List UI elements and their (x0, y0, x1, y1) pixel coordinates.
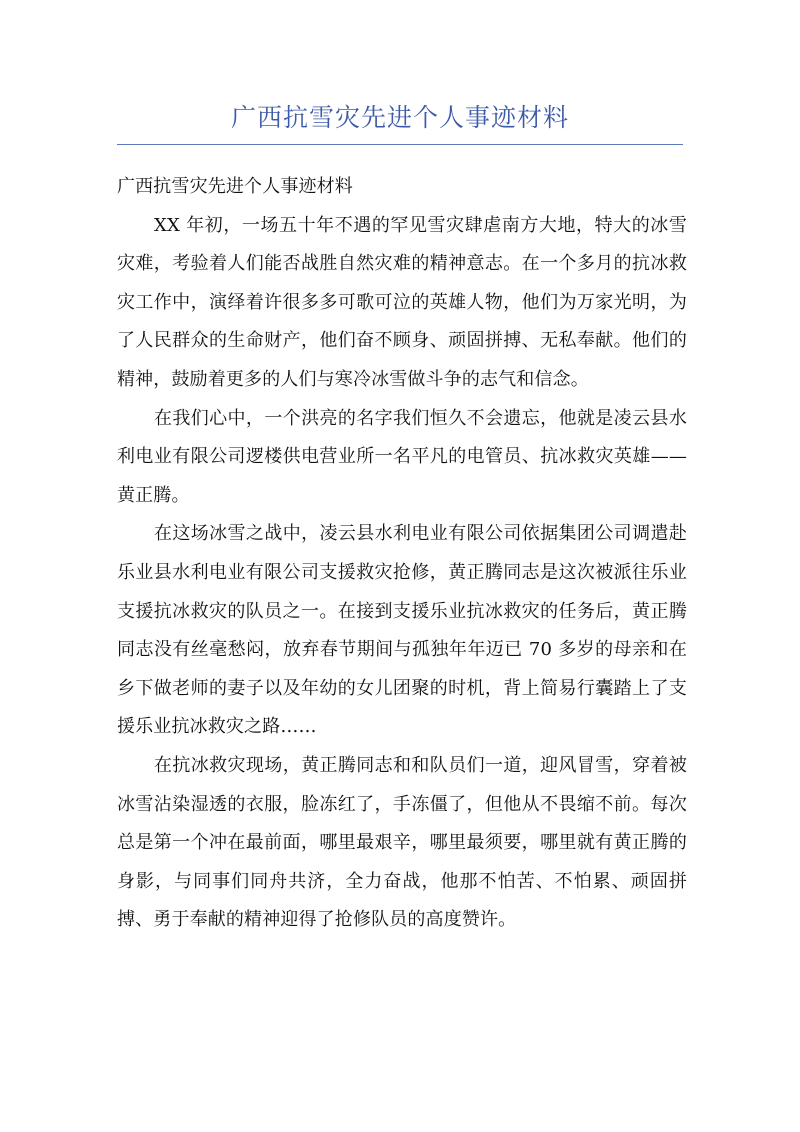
document-body (117, 168, 687, 940)
paragraph-4: 在抗冰救灾现场，黄正腾同志和和队员们一道，迎风冒雪，穿着被冰雪沾染湿透的衣服，脸冻红了，手冻僵了，但他从不畏缩不前。每次总是第一个冲在最前面，哪里最艰辛，哪里最须要，哪里就有黄正腾的身影，与同事们同舟共济，全力奋战，他那不怕苦、不怕累、顽固拼搏、勇于奉献的精神迎得了抢修队员的高度赞许。 (117, 754, 687, 931)
document-title: 广西抗雪灾先进个人事迹材料 (230, 103, 569, 132)
document-subtitle: 广西抗雪灾先进个人事迹材料 (117, 176, 353, 197)
paragraph-3: 在这场冰雪之战中，凌云县水利电业有限公司依据集团公司调遣赴乐业县水利电业有限公司支援救灾抢修，黄正腾同志是这次被派往乐业支援抗冰救灾的队员之一。在接到支援乐业抗冰救灾的任务后，黄正腾同志没有丝毫愁闷，放弃春节期间与孤独年年迈已 70 多岁的母亲和在乡下做老师的妻子以及年幼的女儿团聚的时机，背上简易行囊踏上了支援乐业抗冰救灾之路…… (117, 523, 687, 738)
paragraph-2: 在我们心中，一个洪亮的名字我们恒久不会遗忘，他就是凌云县水利电业有限公司逻楼供电营业所一名平凡的电管员、抗冰救灾英雄——黄正腾。 (117, 407, 687, 506)
paragraph-1: XX 年初，一场五十年不遇的罕见雪灾肆虐南方大地，特大的冰雪灾难，考验着人们能否战胜自然灾难的精神意志。在一个多月的抗冰救灾工作中，演绎着许很多多可歌可泣的英雄人物，他们为万家光明，为了人民群众的生命财产，他们奋不顾身、顽固拼搏、无私奉献。他们的精神，鼓励着更多的人们与寒冷冰雪做斗争的志气和信念。 (117, 214, 687, 390)
title-underline (117, 144, 683, 145)
